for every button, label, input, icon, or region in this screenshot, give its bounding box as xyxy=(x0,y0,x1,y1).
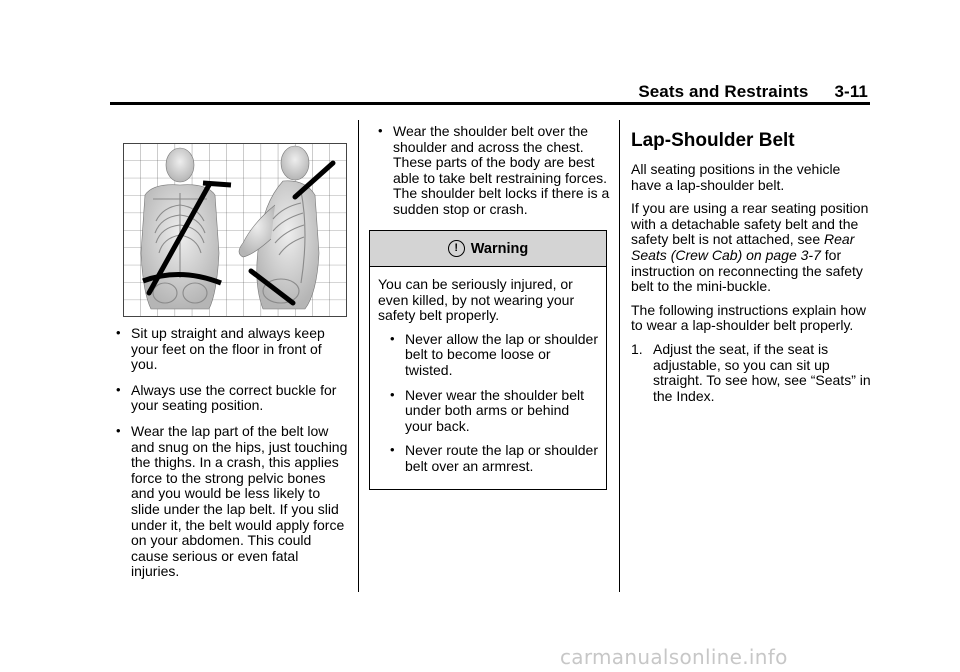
step-number: 1. xyxy=(631,340,643,357)
column-1 xyxy=(110,326,350,590)
numbered-step xyxy=(631,342,871,404)
warning-box xyxy=(369,230,607,490)
bullet-icon: • xyxy=(116,325,121,340)
warning-body xyxy=(370,267,606,475)
bullet-icon: • xyxy=(116,422,121,438)
seatbelt-illustration xyxy=(123,143,347,317)
bullet-icon: • xyxy=(390,386,395,402)
bullet-icon: • xyxy=(390,330,395,346)
warning-icon: ! xyxy=(448,240,465,257)
paragraph: If you are using a rear seating position with a detachable safety belt and the safety belt is not attached, see Rear Seats (Crew Cab) on page 3-7 for instruction on reconnecting the safety belt to the mini-buckle. xyxy=(631,200,869,295)
header-rule xyxy=(110,102,870,105)
paragraph: The following instructions explain how to wear a lap-shoulder belt properly. xyxy=(631,301,867,334)
bullet-icon: • xyxy=(378,123,383,138)
column-divider-left xyxy=(358,120,359,592)
list-item: • Sit up straight and always keep your feet on the floor in front of you. xyxy=(116,325,325,373)
cross-reference-link[interactable]: Rear Seats (Crew Cab) on page 3-7 xyxy=(631,231,855,263)
step-text: Adjust the seat, if the seat is adjustable, so you can sit up straight. To see how, see “Seats” in the Index. xyxy=(653,340,871,404)
bullet-icon: • xyxy=(116,381,121,397)
column-3 xyxy=(631,162,871,404)
list-item: • Never allow the lap or shoulder belt to become loose or twisted. xyxy=(390,330,598,378)
bullet-icon: • xyxy=(390,442,395,458)
page-header xyxy=(560,82,868,102)
watermark: carmanualsonline.info xyxy=(560,645,788,669)
list-item: • Always use the correct buckle for your seating position. xyxy=(116,381,337,414)
page-number: 3-11 xyxy=(834,82,868,101)
list-item: • Wear the shoulder belt over the shoulder and across the chest. These parts of the body are best able to take belt restraining forces. The shoulder belt locks if there is a sudden stop or crash. xyxy=(378,123,610,217)
list-item: • Never route the lap or shoulder belt over an armrest. xyxy=(390,442,598,474)
warning-intro: You can be seriously injured, or even killed, by not wearing your safety belt properly. xyxy=(378,276,575,324)
section-title: Seats and Restraints xyxy=(638,82,809,101)
list-item: • Wear the lap part of the belt low and snug on the hips, just touching the thighs. In a crash, this applies force to the strong pelvic bones and you would be less likely to slide under the lap belt. If you slid under it, the belt would apply force on your abdomen. This could cause serious or even fatal injuries. xyxy=(116,422,348,580)
column-divider-right xyxy=(619,120,620,592)
paragraph: All seating positions in the vehicle have a lap-shoulder belt. xyxy=(631,161,841,193)
warning-title: Warning xyxy=(470,240,529,257)
warning-header xyxy=(370,231,606,267)
list-item: • Never wear the shoulder belt under both arms or behind your back. xyxy=(390,386,584,434)
section-heading: Lap-Shoulder Belt xyxy=(631,130,795,151)
column-2 xyxy=(372,124,610,228)
